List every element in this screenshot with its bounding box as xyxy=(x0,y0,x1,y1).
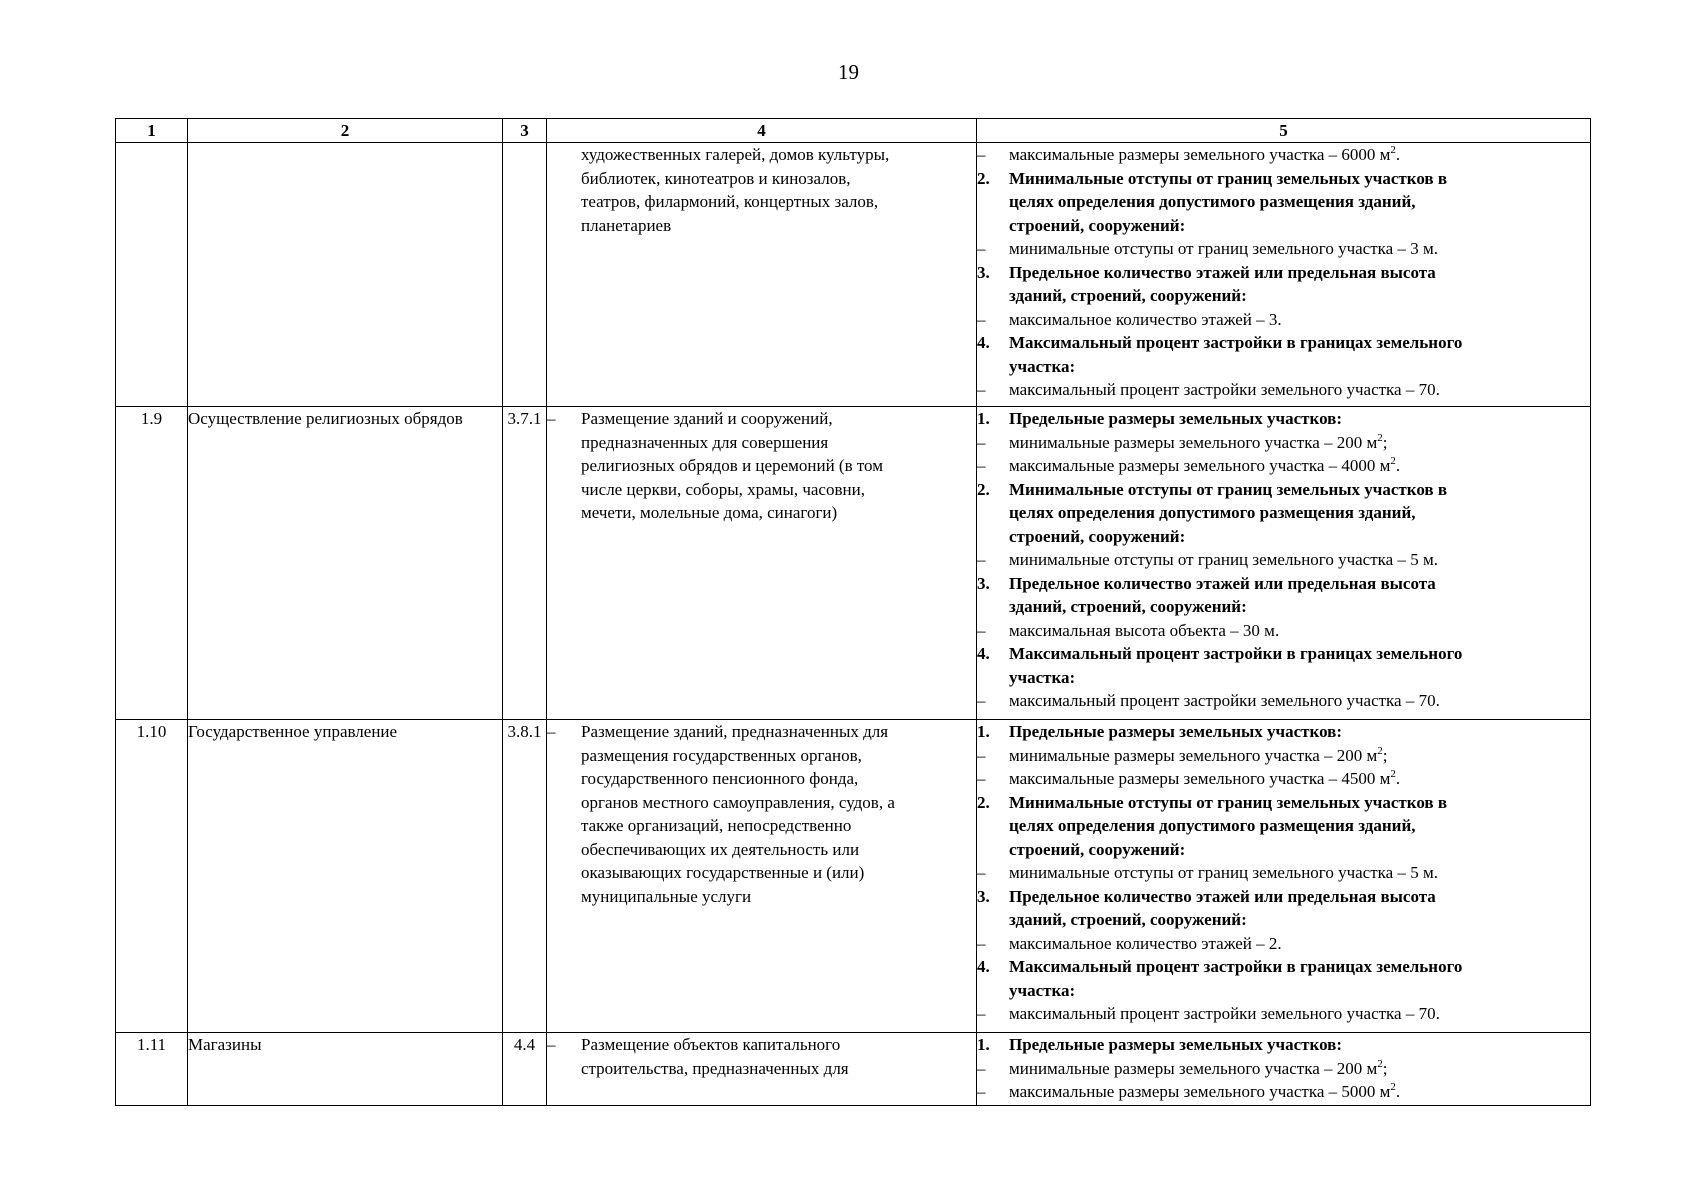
parameter-marker: – xyxy=(977,620,986,640)
parameter-heading-line: Максимальный процент застройки в границах земельного xyxy=(1009,957,1463,976)
description-line: размещения государственных органов, xyxy=(581,745,862,765)
parameter-heading-line: Максимальный процент застройки в границах земельного xyxy=(1009,333,1463,352)
parameter-heading-line: Предельные размеры земельных участков: xyxy=(1009,1035,1343,1054)
description-line: муниципальные услуги xyxy=(581,886,752,906)
parameter-marker: – xyxy=(977,691,986,710)
parameter-marker: – xyxy=(977,863,986,882)
parameter-text: максимальный процент застройки земельного участка – 70. xyxy=(1009,691,1440,710)
description-dash: – xyxy=(547,1035,556,1054)
parameters-cell xyxy=(977,720,1591,1033)
use-type-name: Магазины xyxy=(188,1033,503,1106)
description-dash: – xyxy=(547,722,556,741)
parameter-marker: – xyxy=(977,1058,986,1078)
use-type-code xyxy=(503,143,547,407)
description-line: строительства, предназначенных для xyxy=(581,1058,849,1078)
description-line: государственного пенсионного фонда, xyxy=(581,769,859,788)
parameter-heading xyxy=(977,642,1590,689)
use-type-name xyxy=(188,143,503,407)
description-line: мечети, молельные дома, синагоги) xyxy=(581,503,838,522)
table-row xyxy=(116,407,1591,720)
description-line: библиотек, кинотеатров и кинозалов, xyxy=(581,168,851,188)
use-type-name: Осуществление религиозных обрядов xyxy=(188,407,503,720)
parameter-text: минимальные отступы от границ земельного участка – 5 м. xyxy=(1009,550,1438,569)
parameter-marker: 2. xyxy=(977,479,990,499)
row-number: 1.11 xyxy=(116,1033,188,1106)
parameter-heading-line: целях определения допустимого размещения зданий, xyxy=(1009,503,1416,522)
parameter-marker: – xyxy=(977,380,986,399)
page-number: 19 xyxy=(838,60,859,84)
row-number xyxy=(116,143,188,407)
parameter-value xyxy=(977,431,1590,455)
parameter-value xyxy=(977,1002,1590,1026)
parameter-punctuation: . xyxy=(1395,1082,1401,1101)
table-header-row xyxy=(116,119,1591,143)
parameters-cell xyxy=(977,143,1591,407)
parameters-cell xyxy=(977,407,1591,720)
parameter-heading-line: Предельное количество этажей или предельная высота xyxy=(1009,886,1436,906)
parameter-value xyxy=(977,143,1590,167)
description-line: Размещение зданий и сооружений, xyxy=(581,409,833,428)
parameter-heading-line: Минимальные отступы от границ земельных участков в xyxy=(1009,168,1448,188)
description-line: художественных галерей, домов культуры, xyxy=(581,145,890,164)
parameter-heading-line: строений, сооружений: xyxy=(1009,215,1186,235)
description-line: Размещение объектов капитального xyxy=(581,1035,841,1054)
use-type-code: 4.4 xyxy=(503,1033,547,1106)
unit-superscript: 2 xyxy=(1390,1081,1396,1093)
parameter-value xyxy=(977,619,1590,643)
parameter-text: минимальные размеры земельного участка – 200 м xyxy=(1009,1058,1378,1078)
parameter-marker: – xyxy=(977,239,986,258)
parameter-marker: – xyxy=(977,745,986,765)
parameter-text: максимальные размеры земельного участка – 5000 м xyxy=(1009,1082,1391,1101)
parameter-punctuation: ; xyxy=(1382,1058,1388,1078)
parameter-heading-line: Максимальный процент застройки в границах земельного xyxy=(1009,644,1463,663)
parameter-marker: – xyxy=(977,456,986,475)
parameter-heading-line: зданий, строений, сооружений: xyxy=(1009,286,1247,305)
parameter-value xyxy=(977,1057,1590,1081)
parameter-value xyxy=(977,744,1590,768)
use-description xyxy=(547,1033,977,1106)
use-description xyxy=(547,720,977,1033)
parameter-punctuation: ; xyxy=(1382,745,1388,765)
parameter-marker: 3. xyxy=(977,886,990,906)
parameter-heading-line: Минимальные отступы от границ земельных участков в xyxy=(1009,479,1448,499)
parameter-marker: 3. xyxy=(977,262,990,282)
description-line: обеспечивающих их деятельность или xyxy=(581,839,860,859)
parameter-text: минимальные отступы от границ земельного участка – 3 м. xyxy=(1009,239,1438,258)
parameter-heading-line: Предельные размеры земельных участков: xyxy=(1009,722,1343,741)
parameter-marker: – xyxy=(977,769,986,788)
unit-superscript: 2 xyxy=(1390,455,1396,467)
parameter-value xyxy=(977,237,1590,261)
header-col-1: 1 xyxy=(116,119,188,143)
parameter-punctuation: . xyxy=(1395,456,1401,475)
parameter-heading xyxy=(977,261,1590,308)
parameter-heading-line: Предельное количество этажей или предельная высота xyxy=(1009,262,1436,282)
description-dash xyxy=(547,143,581,237)
parameter-marker: 1. xyxy=(977,722,990,741)
use-description xyxy=(547,407,977,720)
parameter-text: максимальный процент застройки земельного участка – 70. xyxy=(1009,1004,1440,1023)
parameter-heading-line: строений, сооружений: xyxy=(1009,839,1186,859)
parameter-text: максимальные размеры земельного участка – 4500 м xyxy=(1009,769,1391,788)
parameter-marker: 2. xyxy=(977,792,990,812)
parameter-text: минимальные размеры земельного участка – 200 м xyxy=(1009,745,1378,765)
parameter-value xyxy=(977,932,1590,956)
parameter-heading-line: строений, сооружений: xyxy=(1009,526,1186,546)
use-type-name: Государственное управление xyxy=(188,720,503,1033)
parameter-heading xyxy=(977,791,1590,862)
description-line: также организаций, непосредственно xyxy=(581,816,852,835)
parameter-value xyxy=(977,767,1590,791)
description-line: оказывающих государственные и (или) xyxy=(581,863,865,882)
parameter-value xyxy=(977,378,1590,402)
parameter-heading xyxy=(977,478,1590,549)
parameter-text: максимальное количество этажей – 3. xyxy=(1009,309,1282,329)
parameter-punctuation: . xyxy=(1395,145,1401,164)
parameter-heading-line: целях определения допустимого размещения зданий, xyxy=(1009,192,1416,211)
parameter-text: максимальные размеры земельного участка – 4000 м xyxy=(1009,456,1391,475)
parameter-marker: 1. xyxy=(977,1035,990,1054)
parameter-marker: – xyxy=(977,933,986,953)
description-dash: – xyxy=(547,409,556,428)
description-line: театров, филармоний, концертных залов, xyxy=(581,192,879,211)
parameter-punctuation: . xyxy=(1395,769,1401,788)
table-row xyxy=(116,143,1591,407)
parameter-heading xyxy=(977,1033,1590,1057)
header-col-3: 3 xyxy=(503,119,547,143)
regulations-table xyxy=(115,118,1591,1106)
use-description xyxy=(547,143,977,407)
parameter-heading-line: зданий, строений, сооружений: xyxy=(1009,597,1247,616)
parameter-heading-line: участка: xyxy=(1009,667,1076,687)
parameter-punctuation: ; xyxy=(1382,432,1388,452)
parameter-marker: 4. xyxy=(977,957,990,976)
parameter-heading xyxy=(977,955,1590,1002)
table-row xyxy=(116,720,1591,1033)
header-col-2: 2 xyxy=(188,119,503,143)
parameter-marker: 1. xyxy=(977,409,990,428)
parameter-text: максимальное количество этажей – 2. xyxy=(1009,933,1282,953)
header-col-5: 5 xyxy=(977,119,1591,143)
parameter-heading-line: Предельные размеры земельных участков: xyxy=(1009,409,1343,428)
parameter-heading xyxy=(977,885,1590,932)
unit-superscript: 2 xyxy=(1377,744,1383,757)
parameter-text: максимальная высота объекта – 30 м. xyxy=(1009,620,1280,640)
parameter-marker: – xyxy=(977,309,986,329)
description-line: предназначенных для совершения xyxy=(581,432,829,452)
parameter-heading xyxy=(977,572,1590,619)
parameter-marker: – xyxy=(977,1004,986,1023)
parameter-value xyxy=(977,861,1590,885)
parameters-cell xyxy=(977,1033,1591,1106)
parameter-text: максимальные размеры земельного участка – 6000 м xyxy=(1009,145,1391,164)
parameter-marker: – xyxy=(977,145,986,164)
header-col-4: 4 xyxy=(547,119,977,143)
unit-superscript: 2 xyxy=(1390,144,1396,156)
parameter-heading xyxy=(977,167,1590,238)
description-line: числе церкви, соборы, храмы, часовни, xyxy=(581,479,865,499)
parameter-text: минимальные отступы от границ земельного участка – 5 м. xyxy=(1009,863,1438,882)
use-type-code: 3.8.1 xyxy=(503,720,547,1033)
description-line: органов местного самоуправления, судов, а xyxy=(581,792,895,812)
row-number: 1.9 xyxy=(116,407,188,720)
parameter-value xyxy=(977,689,1590,713)
parameter-heading-line: Минимальные отступы от границ земельных участков в xyxy=(1009,792,1448,812)
parameter-text: максимальный процент застройки земельного участка – 70. xyxy=(1009,380,1440,399)
parameter-value xyxy=(977,454,1590,478)
parameter-marker: 4. xyxy=(977,644,990,663)
parameter-marker: – xyxy=(977,1082,986,1101)
parameter-heading-line: участка: xyxy=(1009,356,1076,376)
parameter-marker: – xyxy=(977,550,986,569)
parameter-marker: 4. xyxy=(977,333,990,352)
parameter-text: минимальные размеры земельного участка – 200 м xyxy=(1009,432,1378,452)
description-line: религиозных обрядов и церемоний (в том xyxy=(581,456,883,475)
table-row xyxy=(116,1033,1591,1106)
row-number: 1.10 xyxy=(116,720,188,1033)
parameter-heading-line: Предельное количество этажей или предельная высота xyxy=(1009,573,1436,593)
parameter-heading-line: целях определения допустимого размещения зданий, xyxy=(1009,816,1416,835)
parameter-value xyxy=(977,548,1590,572)
parameter-value xyxy=(977,308,1590,332)
parameter-heading-line: зданий, строений, сооружений: xyxy=(1009,910,1247,929)
unit-superscript: 2 xyxy=(1377,431,1383,444)
unit-superscript: 2 xyxy=(1377,1057,1383,1070)
parameter-heading xyxy=(977,331,1590,378)
parameter-heading xyxy=(977,407,1590,431)
description-line: Размещение зданий, предназначенных для xyxy=(581,722,889,741)
description-line: планетариев xyxy=(581,215,672,235)
parameter-marker: 2. xyxy=(977,168,990,188)
parameter-marker: – xyxy=(977,432,986,452)
parameter-heading-line: участка: xyxy=(1009,980,1076,1000)
parameter-value xyxy=(977,1080,1590,1104)
parameter-heading xyxy=(977,720,1590,744)
unit-superscript: 2 xyxy=(1390,768,1396,780)
parameter-marker: 3. xyxy=(977,573,990,593)
use-type-code: 3.7.1 xyxy=(503,407,547,720)
